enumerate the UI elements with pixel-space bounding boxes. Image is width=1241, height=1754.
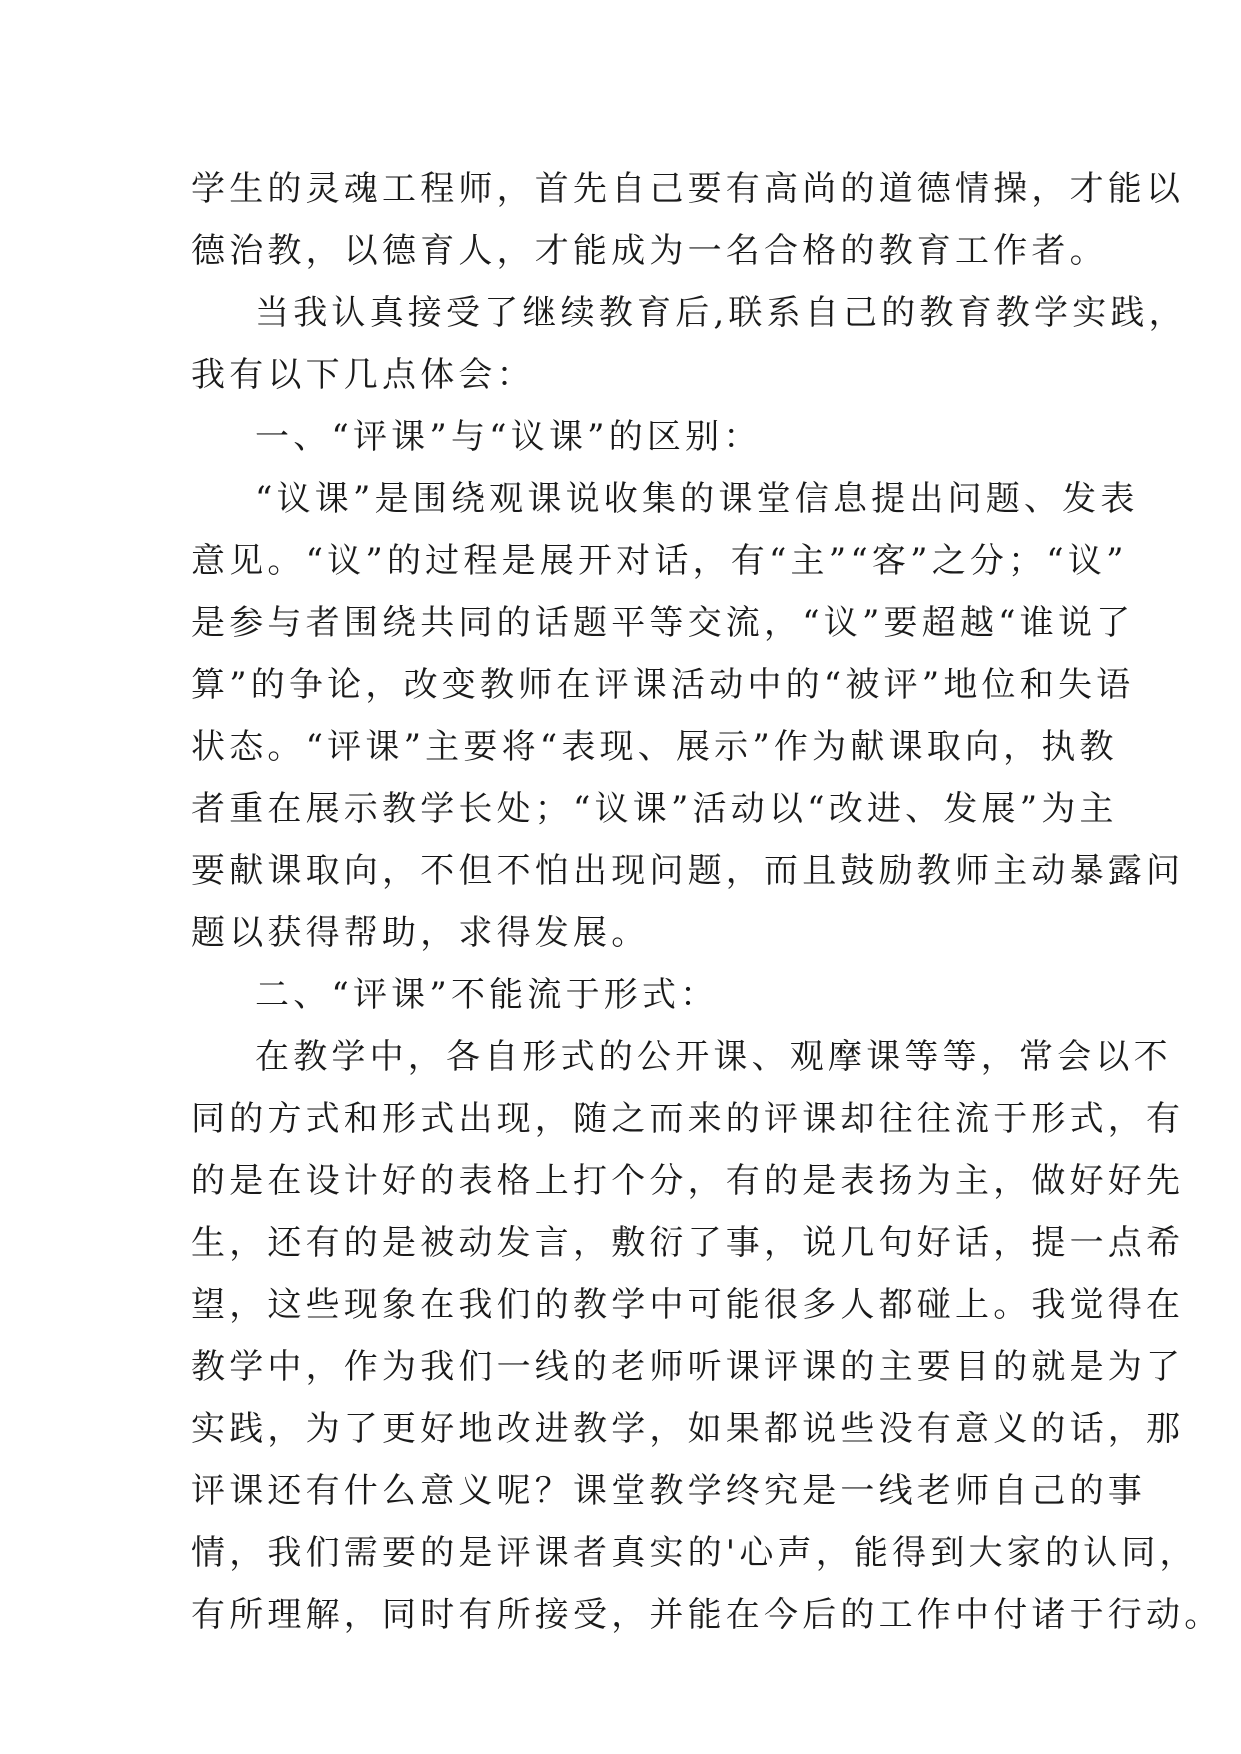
text-line-12: 要献课取向，不但不怕出现问题，而且鼓励教师主动暴露问 (191, 851, 1185, 891)
text-line-18: 生，还有的是被动发言，敷衍了事，说几句好话，提一点希 (191, 1223, 1185, 1263)
text-line-24: 有所理解，同时有所接受，并能在今后的工作中付诸于行动。 (191, 1595, 1223, 1635)
document-body (191, 158, 1223, 1646)
text-line-4: 我有以下几点体会： (191, 355, 535, 395)
text-line-17: 的是在设计好的表格上打个分，有的是表扬为主，做好好先 (191, 1161, 1185, 1201)
section-heading-1: 一、“评课”与“议课”的区别： (255, 417, 762, 457)
section-heading-2: 二、“评课”不能流于形式： (255, 975, 719, 1015)
text-line-7: 意见。“议”的过程是展开对话，有“主”“客”之分；“议” (191, 541, 1128, 581)
text-line-20: 教学中，作为我们一线的老师听课评课的主要目的就是为了 (191, 1347, 1185, 1387)
text-line-8: 是参与者围绕共同的话题平等交流，“议”要超越“谁说了 (191, 603, 1135, 643)
text-line-13: 题以获得帮助，求得发展。 (191, 913, 650, 953)
text-line-22: 评课还有什么意义呢？课堂教学终究是一线老师自己的事 (191, 1471, 1146, 1511)
text-line-15: 在教学中，各自形式的公开课、观摩课等等，常会以不 (255, 1037, 1172, 1077)
text-line-3: 当我认真接受了继续教育后,联系自己的教育教学实践， (255, 293, 1187, 333)
text-line-10: 状态。“评课”主要将“表现、展示”作为献课取向，执教 (191, 727, 1118, 767)
text-line-16: 同的方式和形式出现，随之而来的评课却往往流于形式，有 (191, 1099, 1185, 1139)
text-line-21: 实践，为了更好地改进教学，如果都说些没有意义的话，那 (191, 1409, 1185, 1449)
text-line-6: “议课”是围绕观课说收集的课堂信息提出问题、发表 (255, 479, 1139, 519)
text-line-1: 学生的灵魂工程师，首先自己要有高尚的道德情操，才能以 (191, 169, 1185, 209)
text-line-23: 情，我们需要的是评课者真实的'心声，能得到大家的认同， (191, 1533, 1198, 1573)
text-line-2: 德治教，以德育人，才能成为一名合格的教育工作者。 (191, 231, 1108, 271)
text-line-19: 望，这些现象在我们的教学中可能很多人都碰上。我觉得在 (191, 1285, 1185, 1325)
text-line-11: 者重在展示教学长处；“议课”活动以“改进、发展”为主 (191, 789, 1118, 829)
text-line-9: 算”的争论，改变教师在评课活动中的“被评”地位和失语 (191, 665, 1135, 705)
